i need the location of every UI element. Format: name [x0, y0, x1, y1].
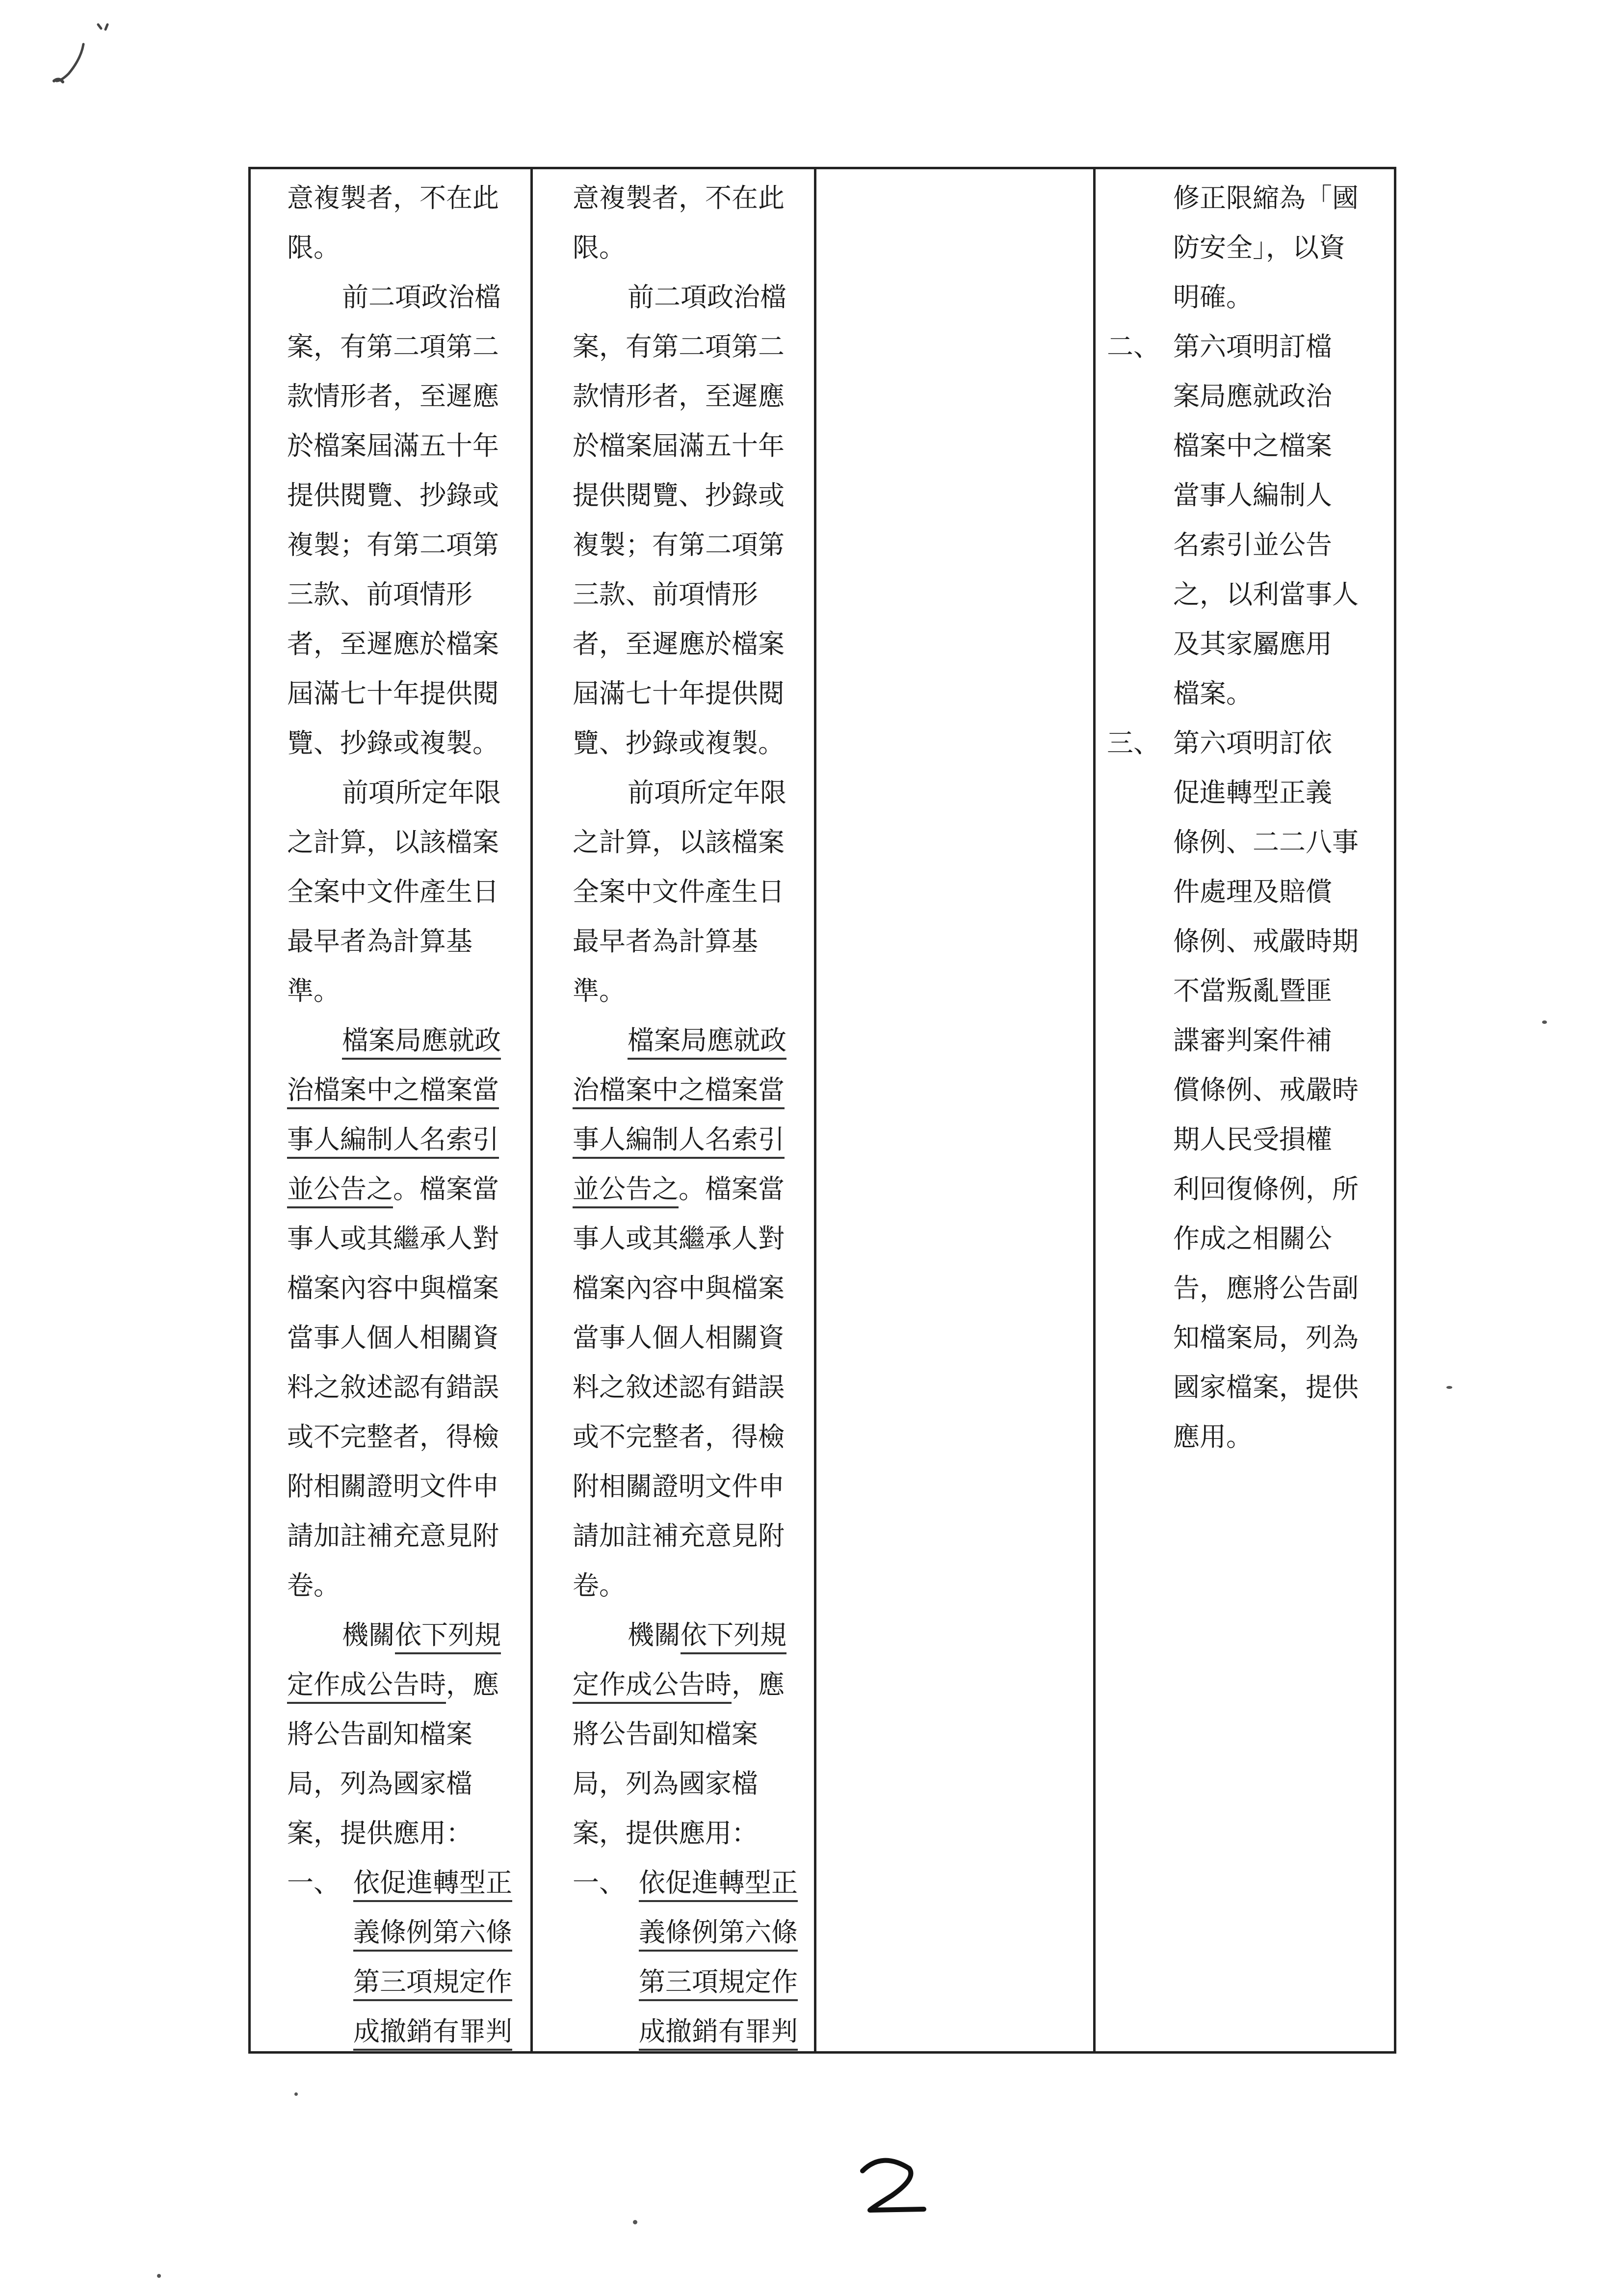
text-line — [287, 173, 527, 223]
underlined-amendment: 檔案局應就政 — [628, 1025, 786, 1060]
line-text: 案，提供應用： — [573, 1818, 758, 1849]
underlined-amendment: 事人編制人名索引 — [287, 1124, 499, 1159]
text-line — [573, 1759, 813, 1808]
text-line — [1107, 1164, 1382, 1214]
text-line — [287, 1610, 527, 1660]
line-text: 提供閱覽、抄錄或 — [573, 480, 785, 511]
line-text: 全案中文件產生日 — [287, 876, 499, 907]
text-line — [573, 1660, 813, 1709]
text-line — [573, 1263, 813, 1313]
line-text: 當事人編制人 — [1173, 480, 1332, 511]
line-text: 之計算，以該檔案 — [573, 827, 785, 858]
text-line — [287, 223, 527, 272]
line-text: 局，列為國家檔 — [287, 1768, 472, 1799]
line-text: 名索引並公告 — [1173, 529, 1332, 560]
line-text: 準。 — [287, 975, 340, 1006]
text-line — [287, 1412, 527, 1461]
text-line — [573, 223, 813, 272]
line-text: 請加註補充意見附 — [573, 1520, 785, 1551]
text-line — [287, 1362, 527, 1412]
line-text: 件處理及賠償 — [1173, 876, 1332, 907]
line-text: 知檔案局，列為 — [1173, 1322, 1359, 1353]
line-text: 告，應將公告副 — [1173, 1273, 1359, 1304]
text-line — [287, 1461, 527, 1511]
line-text: 覽、抄錄或複製。 — [573, 728, 785, 758]
line-text: 機關 — [342, 1619, 395, 1650]
line-text: 條例、戒嚴時期 — [1173, 926, 1359, 957]
text-line — [287, 322, 527, 371]
line-text: 當事人個人相關資 — [287, 1322, 499, 1353]
line-text: 案，有第二項第二 — [287, 331, 499, 362]
line-text: 應用。 — [1173, 1421, 1253, 1452]
text-line — [287, 1907, 527, 1957]
text-line — [287, 1016, 527, 1065]
text-line — [573, 1610, 813, 1660]
text-line — [287, 1263, 527, 1313]
text-line — [287, 371, 527, 421]
page-number — [854, 2151, 927, 2215]
line-text: 第六項明訂依 — [1173, 728, 1332, 758]
line-text: 修正限縮為「國 — [1173, 183, 1359, 213]
line-text: 者，至遲應於檔案 — [573, 628, 785, 659]
line-text: 複製；有第二項第 — [573, 529, 785, 560]
text-line — [287, 272, 527, 322]
text-line — [287, 1313, 527, 1362]
line-text: 最早者為計算基 — [287, 926, 472, 957]
text-line — [1107, 470, 1382, 520]
text-line — [287, 1065, 527, 1115]
line-text: 料之敘述認有錯誤 — [287, 1372, 499, 1403]
underlined-amendment: 義條例第六條 — [353, 1917, 512, 1952]
line-text: 檔案內容中與檔案 — [287, 1273, 499, 1304]
text-line — [287, 619, 527, 669]
item-number: 一、 — [573, 1867, 626, 1898]
text-line — [573, 916, 813, 966]
line-text: 利回復條例，所 — [1173, 1174, 1359, 1204]
text-line — [573, 272, 813, 322]
current-text-column — [573, 173, 813, 2056]
underlined-amendment: 第三項規定作 — [639, 1966, 798, 2001]
line-text: 償條例、戒嚴時 — [1173, 1074, 1359, 1105]
line-text: 。檔案當 — [393, 1174, 499, 1204]
text-line — [1107, 718, 1382, 768]
line-text: 及其家屬應用 — [1173, 628, 1332, 659]
text-line — [573, 1511, 813, 1561]
text-line — [1107, 1115, 1382, 1164]
text-line — [1107, 1412, 1382, 1461]
line-text: 機關 — [628, 1619, 681, 1650]
text-line — [287, 470, 527, 520]
line-text: ，應 — [732, 1669, 785, 1700]
scan-mark-scribble — [44, 10, 118, 93]
line-text: 限。 — [573, 232, 626, 263]
scan-speck — [1446, 1386, 1452, 1389]
line-text: 前二項政治檔 — [342, 282, 501, 313]
line-text: 於檔案屆滿五十年 — [573, 430, 785, 461]
text-line — [573, 1164, 813, 1214]
text-line — [1107, 867, 1382, 916]
text-line — [573, 966, 813, 1016]
text-line — [573, 570, 813, 619]
column-divider — [530, 169, 533, 2051]
line-text: 檔案。 — [1173, 678, 1253, 709]
line-text: 案，有第二項第二 — [573, 331, 785, 362]
line-text: 諜審判案件補 — [1173, 1025, 1332, 1056]
line-text: 期人民受損權 — [1173, 1124, 1332, 1155]
line-text: 請加註補充意見附 — [287, 1520, 499, 1551]
text-line — [1107, 966, 1382, 1016]
text-line — [287, 1660, 527, 1709]
text-line — [287, 966, 527, 1016]
line-text: 屆滿七十年提供閱 — [287, 678, 499, 709]
text-line — [1107, 619, 1382, 669]
text-line — [1107, 1016, 1382, 1065]
scan-speck — [633, 2220, 637, 2224]
line-text: 附相關證明文件申 — [573, 1471, 785, 1502]
text-line — [573, 1957, 813, 2007]
underlined-amendment: 義條例第六條 — [639, 1917, 798, 1952]
line-text: 前項所定年限 — [628, 777, 786, 808]
text-line — [573, 1362, 813, 1412]
line-text: 料之敘述認有錯誤 — [573, 1372, 785, 1403]
underlined-amendment: 依下列規 — [681, 1619, 786, 1654]
text-line — [573, 669, 813, 718]
line-text: 將公告副知檔案 — [287, 1719, 472, 1749]
line-text: 前項所定年限 — [342, 777, 501, 808]
underlined-amendment: 定作成公告時 — [573, 1669, 732, 1704]
text-line — [287, 867, 527, 916]
line-text: 款情形者，至遲應 — [287, 381, 499, 412]
item-number: 三、 — [1107, 728, 1160, 758]
text-line — [1107, 1263, 1382, 1313]
line-text: 局，列為國家檔 — [573, 1768, 758, 1799]
text-line — [573, 1412, 813, 1461]
text-line — [1107, 570, 1382, 619]
line-text: 屆滿七十年提供閱 — [573, 678, 785, 709]
text-line — [573, 1016, 813, 1065]
line-text: 或不完整者，得檢 — [287, 1421, 499, 1452]
line-text: 款情形者，至遲應 — [573, 381, 785, 412]
line-text: 全案中文件產生日 — [573, 876, 785, 907]
text-line — [573, 817, 813, 867]
underlined-amendment: 成撤銷有罪判 — [353, 2016, 512, 2051]
text-line — [287, 817, 527, 867]
text-line — [287, 1214, 527, 1263]
scan-speck — [1542, 1020, 1547, 1024]
text-line — [287, 2007, 527, 2056]
text-line — [287, 1561, 527, 1610]
text-line — [573, 322, 813, 371]
line-text: 。檔案當 — [679, 1174, 785, 1204]
line-text: 將公告副知檔案 — [573, 1719, 758, 1749]
line-text: 限。 — [287, 232, 340, 263]
text-line — [573, 1858, 813, 1907]
line-text: 案，提供應用： — [287, 1818, 472, 1849]
line-text: 三款、前項情形 — [573, 579, 758, 610]
text-line — [1107, 421, 1382, 470]
text-line — [1107, 669, 1382, 718]
text-line — [1107, 272, 1382, 322]
text-line — [287, 1164, 527, 1214]
text-line — [573, 371, 813, 421]
text-line — [573, 173, 813, 223]
text-line — [573, 470, 813, 520]
underlined-amendment: 定作成公告時 — [287, 1669, 446, 1704]
text-line — [287, 1957, 527, 2007]
line-text: 當事人個人相關資 — [573, 1322, 785, 1353]
text-line — [287, 1808, 527, 1858]
item-number: 一、 — [287, 1867, 340, 1898]
text-line — [1107, 817, 1382, 867]
line-text: 複製；有第二項第 — [287, 529, 499, 560]
column-divider — [1093, 169, 1096, 2051]
text-line — [287, 1511, 527, 1561]
line-text: 防安全」，以資 — [1173, 232, 1345, 263]
text-line — [573, 768, 813, 817]
text-line — [1107, 1362, 1382, 1412]
line-text: 檔案內容中與檔案 — [573, 1273, 785, 1304]
line-text: 案局應就政治 — [1173, 381, 1332, 412]
underlined-amendment: 事人編制人名索引 — [573, 1124, 785, 1159]
amended-text-column — [287, 173, 527, 2056]
text-line — [1107, 916, 1382, 966]
line-text: 不當叛亂暨匪 — [1173, 975, 1332, 1006]
line-text: 提供閱覽、抄錄或 — [287, 480, 499, 511]
text-line — [287, 768, 527, 817]
line-text: 準。 — [573, 975, 626, 1006]
text-line — [287, 916, 527, 966]
underlined-amendment: 檔案局應就政 — [342, 1025, 501, 1060]
text-line — [1107, 223, 1382, 272]
line-text: ，應 — [446, 1669, 499, 1700]
text-line — [573, 619, 813, 669]
text-line — [573, 2007, 813, 2056]
line-text: 最早者為計算基 — [573, 926, 758, 957]
underlined-amendment: 並公告之 — [287, 1174, 393, 1208]
scan-speck — [157, 2274, 161, 2278]
text-line — [287, 1709, 527, 1759]
text-line — [573, 1907, 813, 1957]
line-text: 第六項明訂檔 — [1173, 331, 1332, 362]
text-line — [287, 520, 527, 570]
underlined-amendment: 依促進轉型正 — [353, 1867, 512, 1902]
column-divider — [814, 169, 816, 2051]
text-line — [573, 1808, 813, 1858]
text-line — [1107, 768, 1382, 817]
line-text: 於檔案屆滿五十年 — [287, 430, 499, 461]
line-text: 條例、二二八事 — [1173, 827, 1359, 858]
line-text: 明確。 — [1173, 282, 1253, 313]
line-text: 事人或其繼承人對 — [573, 1223, 785, 1254]
comparison-table — [248, 167, 1396, 2054]
scan-speck — [294, 2092, 298, 2096]
line-text: 之，以利當事人 — [1173, 579, 1359, 610]
text-line — [573, 520, 813, 570]
text-line — [573, 1561, 813, 1610]
text-line — [287, 718, 527, 768]
underlined-amendment: 依下列規 — [395, 1619, 501, 1654]
item-number: 二、 — [1107, 331, 1160, 362]
underlined-amendment: 第三項規定作 — [353, 1966, 512, 2001]
line-text: 之計算，以該檔案 — [287, 827, 499, 858]
text-line — [1107, 1313, 1382, 1362]
underlined-amendment: 依促進轉型正 — [639, 1867, 798, 1902]
text-line — [573, 421, 813, 470]
text-line — [287, 421, 527, 470]
text-line — [287, 669, 527, 718]
text-line — [1107, 520, 1382, 570]
text-line — [573, 1065, 813, 1115]
text-line — [573, 1709, 813, 1759]
text-line — [1107, 322, 1382, 371]
line-text: 卷。 — [573, 1570, 626, 1601]
line-text: 或不完整者，得檢 — [573, 1421, 785, 1452]
text-line — [573, 1313, 813, 1362]
text-line — [287, 1858, 527, 1907]
underlined-amendment: 治檔案中之檔案當 — [573, 1074, 785, 1109]
line-text: 促進轉型正義 — [1173, 777, 1332, 808]
text-line — [573, 867, 813, 916]
text-line — [287, 1759, 527, 1808]
text-line — [287, 570, 527, 619]
line-text: 前二項政治檔 — [628, 282, 786, 313]
line-text: 三款、前項情形 — [287, 579, 472, 610]
line-text: 檔案中之檔案 — [1173, 430, 1332, 461]
underlined-amendment: 並公告之 — [573, 1174, 679, 1208]
text-line — [1107, 173, 1382, 223]
line-text: 卷。 — [287, 1570, 340, 1601]
explanation-column — [1107, 173, 1382, 1461]
line-text: 意複製者，不在此 — [573, 183, 785, 213]
text-line — [1107, 1065, 1382, 1115]
underlined-amendment: 成撤銷有罪判 — [639, 2016, 798, 2051]
line-text: 者，至遲應於檔案 — [287, 628, 499, 659]
text-line — [573, 1214, 813, 1263]
text-line — [573, 718, 813, 768]
text-line — [287, 1115, 527, 1164]
line-text: 國家檔案，提供 — [1173, 1372, 1359, 1403]
text-line — [573, 1461, 813, 1511]
text-line — [1107, 1214, 1382, 1263]
text-line — [573, 1115, 813, 1164]
line-text: 附相關證明文件申 — [287, 1471, 499, 1502]
text-line — [1107, 371, 1382, 421]
line-text: 覽、抄錄或複製。 — [287, 728, 499, 758]
line-text: 意複製者，不在此 — [287, 183, 499, 213]
line-text: 作成之相關公 — [1173, 1223, 1332, 1254]
underlined-amendment: 治檔案中之檔案當 — [287, 1074, 499, 1109]
line-text: 事人或其繼承人對 — [287, 1223, 499, 1254]
